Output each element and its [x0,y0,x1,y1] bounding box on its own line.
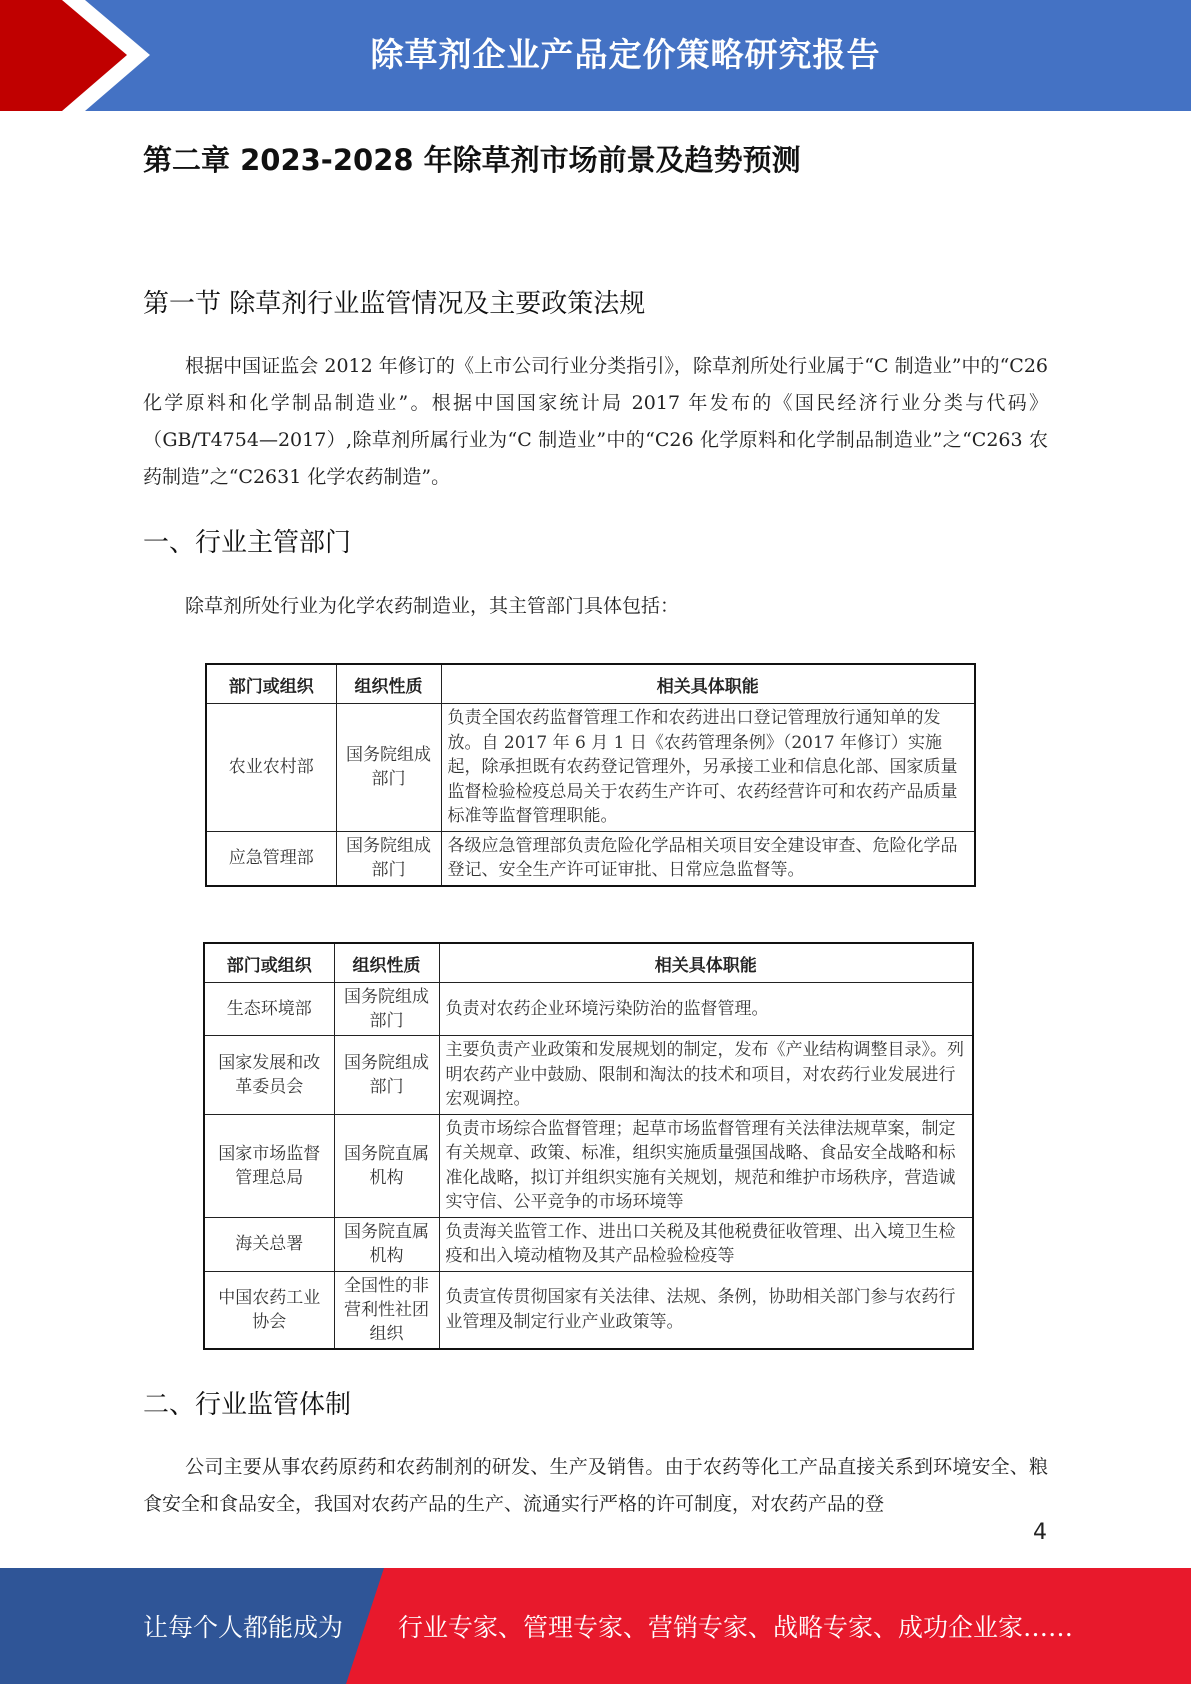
cell-nature: 国务院直属机构 [334,1217,439,1271]
cell-duty: 主要负责产业政策和发展规划的制定，发布《产业结构调整目录》。列明农药产业中鼓励、限制和淘汰的技术和项目，对农药行业发展进行宏观调控。 [439,1036,973,1115]
footer-slogan-right: 行业专家、管理专家、营销专家、战略专家、成功企业家…… [398,1613,1074,1642]
table-header-row [204,943,973,983]
table-row [204,1036,973,1115]
regulatory-system-text: 公司主要从事农药原药和农药制剂的研发、生产及销售。由于农药等化工产品直接关系到环境安全、粮食安全和食品安全，我国对农药产品的生产、流通实行严格的许可制度，对农药产品的登 [143,1456,1048,1515]
section-title: 第一节 除草剂行业监管情况及主要政策法规 [143,289,646,319]
intro-paragraph [143,348,1048,496]
header-banner [0,0,1191,111]
cell-org: 农业农村部 [206,704,336,832]
regulatory-system-paragraph [143,1449,1048,1523]
cell-duty: 负责海关监管工作、进出口关税及其他税费征收管理、出入境卫生检疫和出入境动植物及其产品检验检疫等 [439,1217,973,1271]
header-org: 部门或组织 [206,664,336,704]
footer-slogan-left: 让每个人都能成为 [143,1613,344,1642]
table-header-row [206,664,975,704]
cell-duty: 负责市场综合监督管理；起草市场监督管理有关法律法规草案，制定有关规章、政策、标准，组织实施质量强国战略、食品安全战略和标准化战略，拟订并组织实施有关规划，规范和维护市场秩序，营造诚实守信、公平竞争的市场环境等 [439,1114,973,1217]
cell-nature: 全国性的非营利性社团组织 [334,1271,439,1349]
cell-org: 国家市场监督管理总局 [204,1114,334,1217]
subsection-title-regulatory-system: 二、行业监管体制 [143,1390,352,1420]
cell-org: 海关总署 [204,1217,334,1271]
header-duty: 相关具体职能 [441,664,975,704]
departments-intro-paragraph [143,588,1048,625]
header-chevron-decoration [0,0,150,111]
departments-table-2 [203,942,974,1350]
cell-nature: 国务院组成部门 [334,983,439,1036]
departments-table-1 [205,663,976,887]
cell-duty: 负责宣传贯彻国家有关法律、法规、条例，协助相关部门参与农药行业管理及制定行业产业政策等。 [439,1271,973,1349]
chapter-title: 第二章 2023-2028 年除草剂市场前景及趋势预测 [143,143,801,177]
departments-intro-text: 除草剂所处行业为化学农药制造业，其主管部门具体包括： [185,595,680,617]
table-row [206,831,975,886]
cell-org: 应急管理部 [206,831,336,886]
table-row [206,704,975,832]
cell-nature: 国务院组成部门 [336,831,441,886]
cell-org: 国家发展和改革委员会 [204,1036,334,1115]
cell-org: 中国农药工业协会 [204,1271,334,1349]
cell-duty: 负责对农药企业环境污染防治的监督管理。 [439,983,973,1036]
table-row [204,983,973,1036]
footer-banner [0,1568,1191,1684]
cell-nature: 国务院组成部门 [336,704,441,832]
cell-nature: 国务院直属机构 [334,1114,439,1217]
header-nature: 组织性质 [334,943,439,983]
header-duty: 相关具体职能 [439,943,973,983]
table-row [204,1114,973,1217]
cell-duty: 负责全国农药监督管理工作和农药进出口登记管理放行通知单的发放。自 2017 年 6 月 1 日《农药管理条例》（2017 年修订）实施起，除承担既有农药登记管理外，另承接工业和信息化部、国家质量监督检验检疫总局关于农药生产许可、农药经营许可和农药产品质量标准等监督管理职能。 [441,704,975,832]
intro-paragraph-text: 根据中国证监会 2012 年修订的《上市公司行业分类指引》，除草剂所处行业属于“C 制造业”中的“C26 化学原料和化学制品制造业”。根据中国国家统计局 2017 年发布的《国民经济行业分类与代码》（GB/T4754—2017）,除草剂所属行业为“C 制造业”中的“C26 化学原料和化学制品制造业”之“C263 农药制造”之“C2631 化学农药制造”。 [143,355,1048,488]
cell-nature: 国务院组成部门 [334,1036,439,1115]
cell-duty: 各级应急管理部负责危险化学品相关项目安全建设审查、危险化学品登记、安全生产许可证审批、日常应急监督等。 [441,831,975,886]
page-number: 4 [1033,1520,1047,1545]
cell-org: 生态环境部 [204,983,334,1036]
report-title: 除草剂企业产品定价策略研究报告 [370,34,881,74]
table-row [204,1217,973,1271]
table-row [204,1271,973,1349]
header-nature: 组织性质 [336,664,441,704]
subsection-title-departments: 一、行业主管部门 [143,528,352,558]
header-org: 部门或组织 [204,943,334,983]
